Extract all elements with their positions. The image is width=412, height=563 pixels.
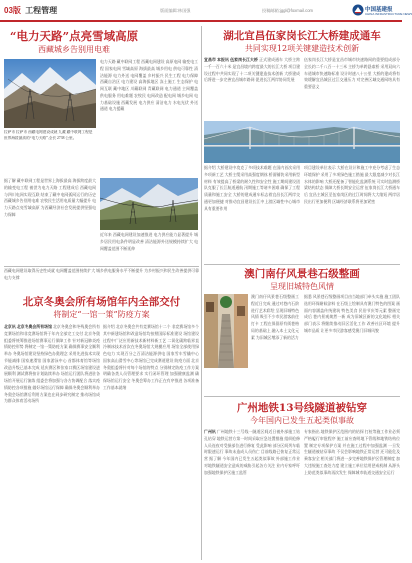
article-tibet (4, 28, 199, 263)
section-name: 工程管理 (25, 6, 58, 15)
article-body-column-3: 据了解 藏中联网工程是世界上海拔最高 海拔跨度最大的输变电工程 被誉为电力天路 工程建成后 西藏电网与四川电网实现互联 结束了藏中电网孤网运行的历史 西藏城乡告别用电难 农牧民生活用电质量大幅提升 电力天路点亮雪域高原 为西藏经济社会发展提供坚强电力保障 (4, 179, 96, 217)
article-title: 北京冬奥会所有场馆年内全部交付 (22, 296, 181, 308)
page-header (0, 0, 402, 22)
photo-suspension-bridge (204, 121, 400, 163)
photo-stone-lane (204, 294, 248, 368)
editor-credit: 版面编辑:林国强 (160, 8, 191, 13)
article-body-column-3: 据介绍 大桥建设中攻克了多项技术难题 在国内首次采用多项新工艺 大桥主缆采用高强度钢丝 桥面铺装采用新型材料 有效提高了桥梁的耐久性和安全性 施工期间建设团队克服了长江航道通航 汛期施工等诸多困难 确保了工程质量和施工安全 大桥的建成通车标志着宜昌长江两岸交通更加便捷 对推动宜昌建设长江中上游区域性中心城市具有重要作用 (204, 166, 300, 211)
article-title: “电力天路”点亮雪域高原 (9, 29, 139, 43)
article-subtitle: 共同实现12项关键建造技术创新 (244, 44, 360, 53)
photo-caption: 拉萨市 拉萨市 西藏电网建设成就 九藏 藏中联网工程是世界海拔最高的“电力天路”,全长 2738 公里。 (4, 130, 93, 140)
article-lead: 北京讯 北京冬奥会所有场馆 (4, 325, 53, 329)
article-body-column-2: 据悉 风景巷石级整画项目由当地部门牵头实施 施工团队选用环保耐候涂料 在石级上绘制具有澳门特色的图案 画面内容涵盖传统建筑 特色美食 民俗节庆等元素 整画完成后 巷内景观焕然一新 成为旧城区新的文化地标 相关部门表示 将继续推动旧区活化工作 改善社区环境 提升城市品质 让更多市民游客感受澳门旧城风貌 (304, 295, 400, 333)
article-body-column-2: 专家指出 地铁保护区范围内的钻探 打桩等施工作业必须严格履行审批程序 施工前应查明地下管线和地铁结构位置 制定专项保护方案 并在施工过程中加强监测 一旦发生隧道被钻穿事故 不仅会影响地铁正常运营 还可能危及乘客安全 相关部门将进一步完善地铁保护区管理制度 加大违规施工查处力度 建立施工单位信用惩戒机制 从源头上防范类似事故再次发生 保障城市轨道交通安全运行 (304, 430, 400, 475)
article-body-column-2: 近年来 西藏电网建设加速推进 电力供应能力显著提升 城乡居民用电条件明显改善 清洁能源外送规模持续扩大 电网覆盖范围不断延伸 (100, 233, 198, 251)
article-beijing (4, 268, 199, 560)
article-tail-text: 西藏电网建设取得历史性成就 电网覆盖范围持续扩大 城乡供电服务水平不断提升 为乡村振兴和民生改善提供可靠电力支撑 (4, 269, 199, 280)
article-title: 澳门南仔风景巷石级整画 (244, 268, 360, 280)
photo-power-line-mountains (4, 59, 96, 128)
logo-emblem-icon (352, 4, 364, 16)
article-subtitle: 西藏城乡告别用电难 (38, 45, 110, 54)
article-subtitle: 将制定“一馆一策”防疫方案 (53, 310, 150, 319)
article-guangzhou (204, 398, 400, 560)
column-divider (201, 26, 202, 560)
article-lead: 宜昌市 本报讯 伍家岗长江大桥 (204, 58, 259, 62)
article-body-column-2: 据介绍 北京冬奥会共有竞赛场馆十二个 非竞赛场馆多个 其中新建场馆和改造场馆均按照国际标准建设 场馆建设过程中广泛应用新技术新材料新工艺 二氧化碳跨临界直冷制冰技术首次在冬奥场馆大规模应用 场馆全部使用绿色电力 实现百分之百清洁能源供电 国家雪车雪橇中心 国家高山滑雪中心等场馆已完成赛道建设 防疫方面 北京冬奥组委将针对每个场馆的特点 分别制定防疫工作方案 明确各类人员管理要求 实行闭环管理 加强健康监测 确保场馆运行安全 冬奥会筹办工作正在有序推进 各项准备工作基本就绪 (103, 325, 199, 390)
article-body-column-4: 项目建设单位表示 大桥在设计和施工中充分考虑了生态环境保护 采用了多项绿色施工措施 最大限度减少对长江水体的影响 大桥还配备了智能化监测系统 可实时监测桥梁结构状态 保障大桥长期安全运营 伍家岗长江大桥通车后 宜昌主城区至伍家岗区的过江时间将大大缩短 两岸居民出行更加便利 区域经济联系将更加紧密 (304, 166, 400, 204)
article-title: 湖北宜昌伍家岗长江大桥建成通车 (223, 30, 381, 42)
article-body-column: 澳门南仔风景巷石级整画工程近日完成 通过对巷内石阶进行艺术彩绘 呈现旧城特色风情 吸引不少市民游客前往打卡 工程在保留原有街巷格局的基础上 融入本土文化元素 为旧城区增添了新的活力 (251, 295, 299, 340)
newspaper-logo (352, 3, 412, 19)
article-body-column: 电力天路 藏中联网工程 西藏电网建设 高原电网 输变电工程 国家电网 雪域高原 海拔最高 城乡用电 供电可靠性 清洁能源 电力外送 电网覆盖 乡村振兴 民生工程 电力保障 西藏自治区 电力建设 高海拔地区 冻土施工 生态保护 电网互联 藏中地区 川藏联网 青藏联网 电力通道 主网覆盖 供电服务 用电难题 农牧民 电网改造 配电网 城乡电网 电力基础设施 西藏发展 电力供应 清洁电力 水电光伏 外送通道 电力援藏 (100, 60, 198, 112)
submission-email: 投稿邮箱:jggl@foxmail.com (262, 8, 314, 13)
article-macau (204, 266, 400, 394)
article-body-column: 宜昌市 本报讯 伍家岗长江大桥 正式建成通车 大桥主跨一千一百六十米 是宜昌境内跨度最大的长江大桥 项目建设过程中共同实现了十二项关键建造技术创新 大桥建成后将进一步完善宜昌城市路网 促进长江两岸协同发展 (204, 58, 300, 83)
article-body-column: 广州讯 广州地铁十三号线一隧道区间近日被外部施工钻孔钻穿 地铁运营方第一时间采取应急处置措施 组织抢修人员连夜对受损部位进行修复 受此影响 部分区间列车临时限速运行 事故未造成人员伤亡 目前线路已恢复正常运营 据了解 今年国内已发生五起类似事故 外部施工作业对地铁隧道安全造成的威胁引起各方关注 业内专家呼吁加强地铁保护区施工监管 (204, 430, 300, 475)
photo-highland-substation (100, 178, 198, 230)
section-divider (204, 396, 400, 397)
section-divider (204, 264, 400, 265)
article-subtitle: 呈现旧城特色风情 (270, 282, 334, 291)
page-number-section (4, 5, 57, 16)
article-lead: 广州讯 (204, 430, 216, 434)
article-subtitle: 今年国内已发生五起类似事故 (250, 416, 354, 425)
article-body-column: 北京讯 北京冬奥会所有场馆 北京冬奥会和冬残奥会所有竞赛场馆和非竞赛场馆将于年内全部完工交付 北京冬奥组委将统筹推进场馆赛事运行保障工作 针对新冠肺炎疫情防控形势 将制定一馆一策防疫方案 确保赛事安全顺利举办 冬奥场馆建设坚持绿色办奥理念 采用先进技术实现节能减排 国家速滑馆 国家游泳中心 首都体育馆等场馆改造升级已基本完成 延庆赛区和张家口赛区场馆建设进展顺利 测试赛将按计划陆续举办 场馆运行团队将进驻各场馆开展运行演练 组委会将加强与各方协调配合 落实疫情防控各项措施 做好场馆运行保障 确保冬奥会顺利举办 冬奥会场馆赛后利用方案也在同步研究制定 推动场馆成为群众体育活动场所 (4, 325, 100, 404)
article-title: 广州地铁13号线隧道被钻穿 (236, 402, 368, 414)
article-hubei (204, 28, 400, 263)
logo-name: 中国基建报 (365, 7, 393, 13)
page-code: 03版 (4, 6, 21, 15)
article-body-column-2: 伍家岗长江大桥是宜昌市城市快速路网的重要组成部分 全长约二千八百一十三米 主桥为单跨悬索桥 采用双向六车道城市快速路标准 设计时速八十公里 大桥的建成将有效缓解宜昌城区过江交通压力 对完善区域交通网络具有重要意义 (304, 58, 400, 89)
section-divider (4, 266, 199, 267)
logo-subtitle: CHINA INFRASTRUCTURE NEWS (365, 12, 412, 16)
